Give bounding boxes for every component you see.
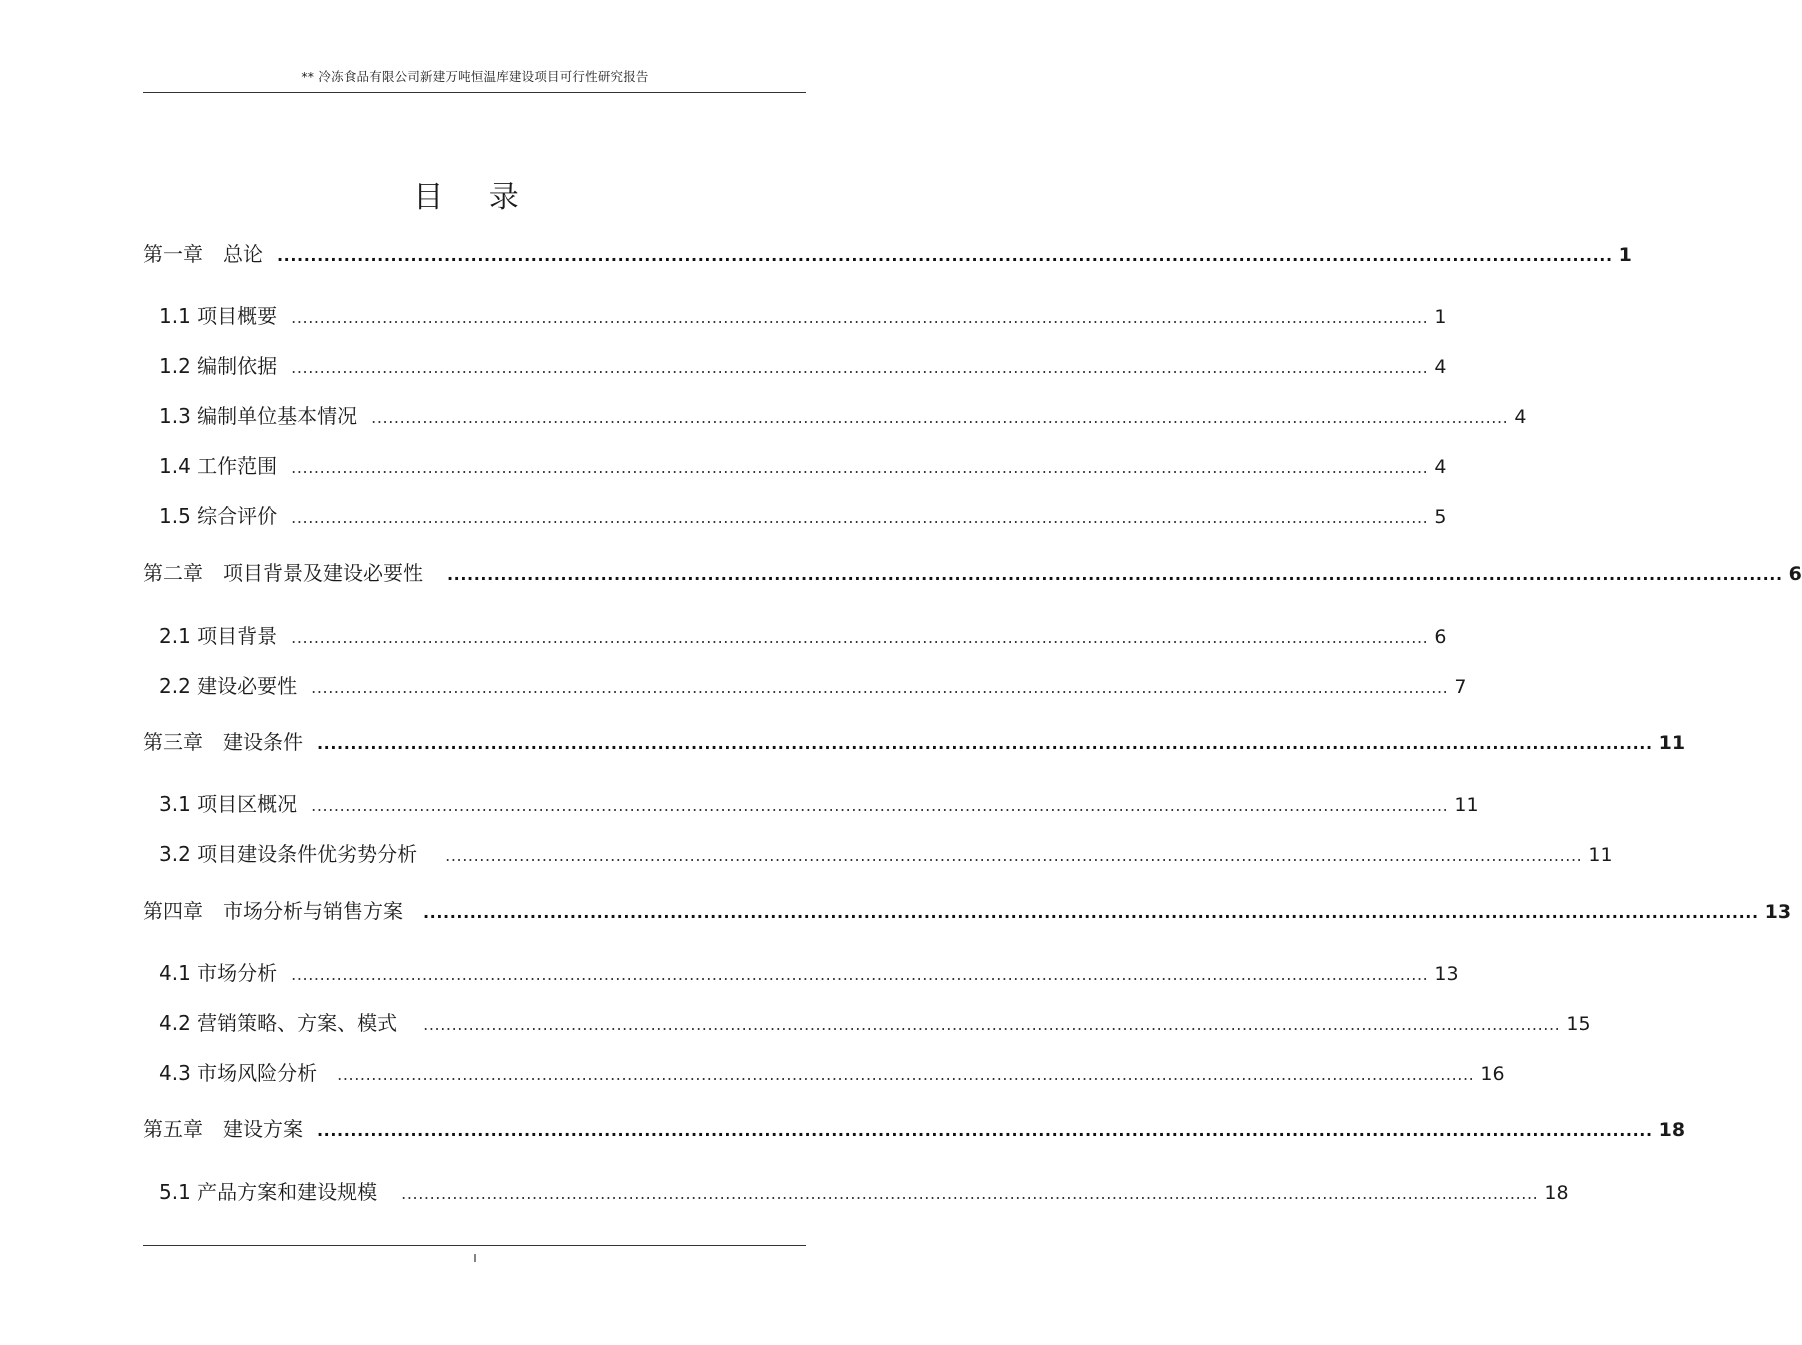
toc-leader-dots: ........................................................................................................................................................................................................ — [447, 565, 1783, 584]
toc-entry-chapter-2[interactable] — [143, 557, 1802, 586]
toc-entry-page: 1 — [1618, 244, 1632, 266]
running-header: ** 冷冻食品有限公司新建万吨恒温库建设项目可行性研究报告 — [301, 69, 649, 84]
toc-entry-5-1[interactable] — [159, 1176, 1569, 1205]
toc-leader-dots: ........................................................................................................................................................................................................ — [291, 508, 1429, 527]
toc-entry-label: 第五章 建设方案 — [143, 1117, 303, 1141]
toc-entry-4-1[interactable] — [159, 957, 1459, 986]
toc-entry-label: 3.1 项目区概况 — [159, 792, 298, 816]
toc-entry-3-2[interactable] — [159, 838, 1613, 867]
toc-entry-chapter-3[interactable] — [143, 726, 1686, 755]
toc-entry-3-1[interactable] — [159, 788, 1479, 817]
toc-leader-dots: ........................................................................................................................................................................................................ — [371, 408, 1509, 427]
toc-entry-label: 3.2 项目建设条件优劣势分析 — [159, 842, 418, 866]
toc-entry-2-1[interactable] — [159, 620, 1447, 649]
toc-title: 目 录 — [413, 180, 537, 215]
toc-entry-page: 15 — [1566, 1013, 1591, 1035]
toc-entry-1-1[interactable] — [159, 300, 1447, 329]
toc-leader-dots: ........................................................................................................................................................................................................ — [291, 628, 1429, 647]
toc-entry-page: 13 — [1764, 901, 1792, 923]
toc-entry-label: 1.2 编制依据 — [159, 354, 278, 378]
toc-entry-page: 4 — [1434, 356, 1447, 378]
toc-entry-label: 4.1 市场分析 — [159, 961, 278, 985]
toc-leader-dots: ........................................................................................................................................................................................................ — [277, 246, 1613, 265]
toc-entry-label: 1.4 工作范围 — [159, 454, 278, 478]
toc-entry-page: 11 — [1454, 794, 1479, 816]
toc-leader-dots: ........................................................................................................................................................................................................ — [423, 903, 1759, 922]
toc-entry-chapter-4[interactable] — [143, 895, 1792, 924]
toc-leader-dots: ........................................................................................................................................................................................................ — [311, 678, 1449, 697]
toc-entry-page: 5 — [1434, 506, 1447, 528]
toc-leader-dots: ........................................................................................................................................................................................................ — [423, 1015, 1561, 1034]
toc-entry-page: 4 — [1434, 456, 1447, 478]
toc-entry-page: 4 — [1514, 406, 1527, 428]
toc-entry-chapter-5[interactable] — [143, 1113, 1686, 1142]
toc-entry-label: 第四章 市场分析与销售方案 — [143, 899, 403, 923]
toc-entry-label: 2.2 建设必要性 — [159, 674, 298, 698]
toc-entry-label: 第二章 项目背景及建设必要性 — [143, 561, 423, 585]
toc-leader-dots: ........................................................................................................................................................................................................ — [291, 965, 1429, 984]
toc-entry-page: 6 — [1434, 626, 1447, 648]
toc-leader-dots: ........................................................................................................................................................................................................ — [337, 1065, 1475, 1084]
toc-leader-dots: ........................................................................................................................................................................................................ — [317, 734, 1653, 753]
toc-entry-label: 第三章 建设条件 — [143, 730, 303, 754]
toc-entry-page: 1 — [1434, 306, 1447, 328]
toc-entry-4-3[interactable] — [159, 1057, 1505, 1086]
toc-entry-label: 1.3 编制单位基本情况 — [159, 404, 358, 428]
toc-entry-1-4[interactable] — [159, 450, 1447, 479]
toc-leader-dots: ........................................................................................................................................................................................................ — [317, 1121, 1653, 1140]
toc-leader-dots: ........................................................................................................................................................................................................ — [445, 846, 1583, 865]
toc-entry-page: 13 — [1434, 963, 1459, 985]
toc-entry-label: 1.1 项目概要 — [159, 304, 278, 328]
toc-entry-label: 4.2 营销策略、方案、模式 — [159, 1011, 398, 1035]
toc-entry-4-2[interactable] — [159, 1007, 1591, 1036]
toc-entry-1-5[interactable] — [159, 500, 1447, 529]
toc-entry-1-3[interactable] — [159, 400, 1527, 429]
toc-entry-page: 7 — [1454, 676, 1467, 698]
toc-entry-label: 1.5 综合评价 — [159, 504, 278, 528]
footer-rule — [143, 1245, 806, 1246]
toc-entry-label: 4.3 市场风险分析 — [159, 1061, 318, 1085]
toc-entry-page: 16 — [1480, 1063, 1505, 1085]
toc-leader-dots: ........................................................................................................................................................................................................ — [401, 1184, 1539, 1203]
page-number: I — [473, 1252, 477, 1265]
toc-entry-page: 18 — [1658, 1119, 1686, 1141]
toc-entry-page: 18 — [1544, 1182, 1569, 1204]
toc-leader-dots: ........................................................................................................................................................................................................ — [311, 796, 1449, 815]
toc-leader-dots: ........................................................................................................................................................................................................ — [291, 358, 1429, 377]
toc-entry-page: 11 — [1658, 732, 1686, 754]
toc-entry-page: 6 — [1788, 563, 1802, 585]
toc-entry-2-2[interactable] — [159, 670, 1467, 699]
toc-entry-chapter-1[interactable] — [143, 238, 1632, 267]
toc-entry-1-2[interactable] — [159, 350, 1447, 379]
toc-entry-label: 第一章 总论 — [143, 242, 263, 266]
toc-leader-dots: ........................................................................................................................................................................................................ — [291, 308, 1429, 327]
toc-entry-label: 2.1 项目背景 — [159, 624, 278, 648]
toc-entry-label: 5.1 产品方案和建设规模 — [159, 1180, 378, 1204]
toc-entry-page: 11 — [1588, 844, 1613, 866]
header-rule — [143, 92, 806, 93]
toc-leader-dots: ........................................................................................................................................................................................................ — [291, 458, 1429, 477]
